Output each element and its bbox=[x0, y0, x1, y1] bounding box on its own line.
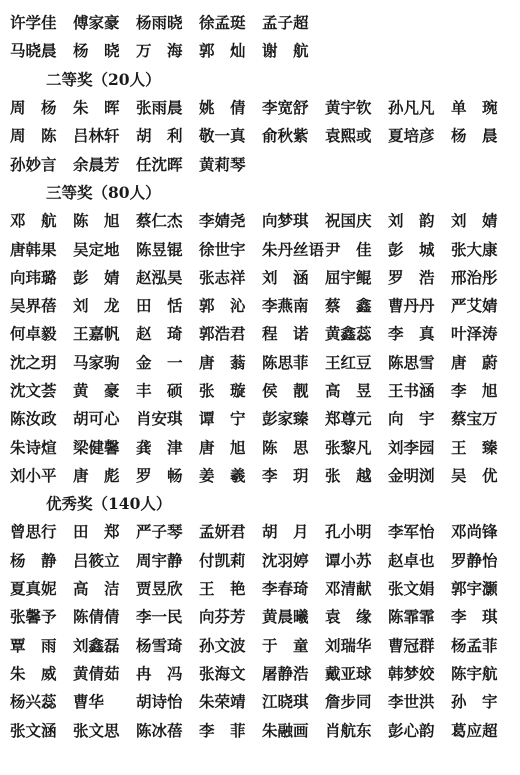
winner-name: 向梦琪 bbox=[262, 211, 309, 231]
winner-name: 郭宇灏 bbox=[451, 579, 498, 599]
winner-name: 谭小苏 bbox=[325, 550, 372, 570]
winner-name: 谢 航 bbox=[262, 41, 309, 61]
winner-name: 胡诗怡 bbox=[136, 692, 183, 712]
winner-name: 唐韩果 bbox=[10, 239, 57, 259]
section-heading: 优秀奖（140人） bbox=[46, 494, 172, 514]
name-row bbox=[10, 404, 520, 432]
winner-name: 田 恬 bbox=[136, 296, 183, 316]
winner-name: 曹冠群 bbox=[388, 635, 435, 655]
winner-name: 黄鑫蕊 bbox=[325, 324, 372, 344]
winner-name: 万 海 bbox=[136, 41, 183, 61]
winner-name: 罗静怡 bbox=[451, 550, 498, 570]
name-row bbox=[10, 8, 520, 36]
winner-name: 朱 威 bbox=[10, 663, 57, 683]
winner-name: 彭家臻 bbox=[262, 409, 309, 429]
winner-name: 夏真妮 bbox=[10, 579, 57, 599]
winner-name: 严艾婧 bbox=[451, 296, 498, 316]
winner-name: 杨雨晓 bbox=[136, 13, 183, 33]
winner-name: 陈 旭 bbox=[73, 211, 120, 231]
winner-name: 陈倩倩 bbox=[73, 607, 120, 627]
winner-name: 戴亚球 bbox=[325, 663, 372, 683]
name-row bbox=[10, 574, 520, 602]
winner-name: 许学佳 bbox=[10, 13, 57, 33]
winner-name: 杨 晓 bbox=[73, 41, 120, 61]
name-row bbox=[10, 319, 520, 347]
name-row bbox=[10, 121, 520, 149]
winner-name: 祝国庆 bbox=[325, 211, 372, 231]
winner-name: 郭 灿 bbox=[199, 41, 246, 61]
name-row bbox=[10, 263, 520, 291]
winner-name: 刘 婧 bbox=[451, 211, 498, 231]
winner-name: 邢治彤 bbox=[451, 267, 498, 287]
winner-name: 郑尊元 bbox=[325, 409, 372, 429]
winner-name: 孟妍君 bbox=[199, 522, 246, 542]
name-row bbox=[10, 631, 520, 659]
winner-name: 胡可心 bbox=[73, 409, 120, 429]
winner-name: 张文娟 bbox=[388, 579, 435, 599]
winner-name: 单 琬 bbox=[451, 98, 498, 118]
winner-name: 李宽舒 bbox=[262, 98, 309, 118]
winner-name: 刘小平 bbox=[10, 465, 57, 485]
winner-name: 胡 利 bbox=[136, 126, 183, 146]
winner-name: 于 童 bbox=[262, 635, 309, 655]
winner-name: 余晨芳 bbox=[73, 154, 120, 174]
section-heading: 二等奖（20人） bbox=[46, 69, 161, 89]
name-row bbox=[10, 546, 520, 574]
winner-name: 张大康 bbox=[451, 239, 498, 259]
winner-name: 曹丹丹 bbox=[388, 296, 435, 316]
winner-name: 张馨予 bbox=[10, 607, 57, 627]
winner-name: 张志祥 bbox=[199, 267, 246, 287]
winner-name: 朱荣靖 bbox=[199, 692, 246, 712]
winner-name: 彭 城 bbox=[388, 239, 435, 259]
winner-name: 李春琦 bbox=[262, 579, 309, 599]
winner-name: 陈 思 bbox=[262, 437, 309, 457]
winner-name: 屠静浩 bbox=[262, 663, 309, 683]
name-row bbox=[10, 432, 520, 460]
winner-name: 李一民 bbox=[136, 607, 183, 627]
winner-name: 曾思行 bbox=[10, 522, 57, 542]
winner-name: 朱丹丝语 bbox=[262, 239, 325, 259]
section-heading: 三等奖（80人） bbox=[46, 182, 161, 202]
winner-name: 邓尚锋 bbox=[451, 522, 498, 542]
winner-name: 王红豆 bbox=[325, 352, 372, 372]
winner-name: 付凯莉 bbox=[199, 550, 246, 570]
winner-name: 杨雪琦 bbox=[136, 635, 183, 655]
winner-name: 李 真 bbox=[388, 324, 435, 344]
winner-name: 夏培彦 bbox=[388, 126, 435, 146]
winner-name: 罗 浩 bbox=[388, 267, 435, 287]
winner-name: 吴界蓓 bbox=[10, 296, 57, 316]
name-row bbox=[10, 93, 520, 121]
winner-name: 孔小明 bbox=[325, 522, 372, 542]
winner-name: 陈思菲 bbox=[262, 352, 309, 372]
winner-name: 郭浩君 bbox=[199, 324, 246, 344]
winner-name: 赵泓昊 bbox=[136, 267, 183, 287]
winner-name: 杨兴蕊 bbox=[10, 692, 57, 712]
winner-name: 刘 龙 bbox=[73, 296, 120, 316]
winner-name: 向玮璐 bbox=[10, 267, 57, 287]
winner-name: 陈思雪 bbox=[388, 352, 435, 372]
winner-name: 邓清献 bbox=[325, 579, 372, 599]
winner-name: 高 洁 bbox=[73, 579, 120, 599]
winner-name: 张文思 bbox=[73, 720, 120, 740]
winner-name: 蔡仁杰 bbox=[136, 211, 183, 231]
winner-name: 罗 畅 bbox=[136, 465, 183, 485]
winner-name: 王书涵 bbox=[388, 381, 435, 400]
winner-name: 黄莉琴 bbox=[199, 154, 246, 174]
winner-name: 黄晨曦 bbox=[262, 607, 309, 627]
winner-name: 蔡宝万 bbox=[451, 409, 498, 429]
winner-name: 朱融画 bbox=[262, 720, 309, 740]
winner-name: 敬一真 bbox=[199, 126, 246, 146]
winner-name: 唐 旭 bbox=[199, 437, 246, 457]
winner-name: 黄宇钦 bbox=[325, 98, 372, 118]
winner-name: 徐世宇 bbox=[199, 239, 246, 259]
winner-name: 屈宇鲲 bbox=[325, 267, 372, 287]
winner-name: 周宇静 bbox=[136, 550, 183, 570]
winner-name: 彭 婧 bbox=[73, 267, 120, 287]
winner-name: 马晓晨 bbox=[10, 41, 57, 61]
winner-name: 周 陈 bbox=[10, 126, 57, 146]
winner-name: 沈羽婷 bbox=[262, 550, 309, 570]
winner-name: 丰 硕 bbox=[136, 381, 183, 400]
winner-name: 叶泽涛 bbox=[451, 324, 498, 344]
winner-name: 何卓毅 bbox=[10, 324, 57, 344]
winner-name: 张雨晨 bbox=[136, 98, 183, 118]
winner-name: 马家驹 bbox=[73, 352, 120, 372]
winner-name: 侯 靓 bbox=[262, 381, 309, 400]
winner-name: 尹 佳 bbox=[325, 239, 372, 259]
winner-name: 王 臻 bbox=[451, 437, 498, 457]
winner-name: 孙妙言 bbox=[10, 154, 57, 174]
winner-name: 任沈晖 bbox=[136, 154, 183, 174]
name-row bbox=[10, 348, 520, 376]
winner-name: 孙凡凡 bbox=[388, 98, 435, 118]
winner-name: 严子琴 bbox=[136, 522, 183, 542]
name-row bbox=[10, 291, 520, 319]
name-row bbox=[10, 659, 520, 687]
winner-name: 唐 彪 bbox=[73, 465, 120, 485]
winner-name: 李 旭 bbox=[451, 381, 498, 400]
winner-name: 张 璇 bbox=[199, 381, 246, 400]
winner-name: 龚 津 bbox=[136, 437, 183, 457]
winner-name: 杨孟菲 bbox=[451, 635, 498, 655]
winner-name: 刘李园 bbox=[388, 437, 435, 457]
winner-name: 冉 冯 bbox=[136, 663, 183, 683]
winner-name: 袁熙或 bbox=[325, 126, 372, 146]
name-row bbox=[10, 687, 520, 715]
winner-name: 金明浏 bbox=[388, 465, 435, 485]
winner-name: 陈宇航 bbox=[451, 663, 498, 683]
winner-name: 彭心韵 bbox=[388, 720, 435, 740]
winner-name: 吕筱立 bbox=[73, 550, 120, 570]
winner-name: 蔡 鑫 bbox=[325, 296, 372, 316]
winner-name: 谭 宁 bbox=[199, 409, 246, 429]
winner-name: 肖安琪 bbox=[136, 409, 183, 429]
winner-name: 姜 羲 bbox=[199, 465, 246, 485]
winner-name: 刘 涵 bbox=[262, 267, 309, 287]
name-row bbox=[10, 234, 520, 262]
winner-name: 陈霏霏 bbox=[388, 607, 435, 627]
winner-name: 朱诗煊 bbox=[10, 437, 57, 457]
name-row bbox=[10, 376, 520, 404]
winner-name: 刘瑞华 bbox=[325, 635, 372, 655]
winner-name: 李 玥 bbox=[262, 465, 309, 485]
name-row bbox=[10, 149, 520, 177]
winner-name: 葛应超 bbox=[451, 720, 498, 740]
winner-name: 田 郑 bbox=[73, 522, 120, 542]
winner-name: 沈之玥 bbox=[10, 352, 57, 372]
winner-name: 张 越 bbox=[325, 465, 372, 485]
winner-name: 唐 蓊 bbox=[199, 352, 246, 372]
name-row bbox=[10, 715, 520, 743]
winner-name: 张海文 bbox=[199, 663, 246, 683]
winner-name: 李婧尧 bbox=[199, 211, 246, 231]
winner-name: 肖航东 bbox=[325, 720, 372, 740]
winner-name: 朱 晖 bbox=[73, 98, 120, 118]
name-row bbox=[10, 517, 520, 545]
winner-name: 姚 倩 bbox=[199, 98, 246, 118]
winner-name: 张黎凡 bbox=[325, 437, 372, 457]
winner-name: 胡 月 bbox=[262, 522, 309, 542]
winner-name: 刘鑫磊 bbox=[73, 635, 120, 655]
winner-name: 金 一 bbox=[136, 352, 183, 372]
winner-name: 沈文荟 bbox=[10, 381, 57, 400]
winner-name: 孙 宇 bbox=[451, 692, 498, 712]
winner-name: 江晓琪 bbox=[262, 692, 309, 712]
winner-name: 刘 韵 bbox=[388, 211, 435, 231]
winner-name: 俞秋紫 bbox=[262, 126, 309, 146]
winner-name: 陈汝政 bbox=[10, 409, 57, 429]
name-row bbox=[10, 602, 520, 630]
winner-name: 黄 豪 bbox=[73, 381, 120, 400]
winner-name: 韩梦姣 bbox=[388, 663, 435, 683]
winner-name: 周 杨 bbox=[10, 98, 57, 118]
winner-name: 赵 琦 bbox=[136, 324, 183, 344]
winner-name: 覃 雨 bbox=[10, 635, 57, 655]
winner-name: 陈冰蓓 bbox=[136, 720, 183, 740]
winner-name: 徐孟珽 bbox=[199, 13, 246, 33]
winner-name: 吴 优 bbox=[451, 465, 498, 485]
winner-name: 王 艳 bbox=[199, 579, 246, 599]
winner-name: 程 诺 bbox=[262, 324, 309, 344]
winner-name: 杨 静 bbox=[10, 550, 57, 570]
winner-name: 高 昱 bbox=[325, 381, 372, 400]
winner-name: 孙文波 bbox=[199, 635, 246, 655]
winner-name: 詹步同 bbox=[325, 692, 372, 712]
winner-name: 吴定地 bbox=[73, 239, 120, 259]
winner-name: 向芬芳 bbox=[199, 607, 246, 627]
winner-name: 邓 航 bbox=[10, 211, 57, 231]
winner-name: 吕林轩 bbox=[73, 126, 120, 146]
winner-name: 李 菲 bbox=[199, 720, 246, 740]
winner-name: 李军怡 bbox=[388, 522, 435, 542]
winner-name: 向 宇 bbox=[388, 409, 435, 429]
winner-name: 袁 缘 bbox=[325, 607, 372, 627]
winner-name: 孟子超 bbox=[262, 13, 309, 33]
winner-name: 张文涵 bbox=[10, 720, 57, 740]
name-row bbox=[10, 461, 520, 489]
winner-name: 唐 蔚 bbox=[451, 352, 498, 372]
winner-name: 郭 沁 bbox=[199, 296, 246, 316]
winner-name: 梁健馨 bbox=[73, 437, 120, 457]
winner-name: 黄倩茹 bbox=[73, 663, 120, 683]
winner-name: 曹华 bbox=[73, 692, 105, 712]
winner-name: 陈昱锟 bbox=[136, 239, 183, 259]
winner-name: 贾昱欣 bbox=[136, 579, 183, 599]
winner-name: 李世洪 bbox=[388, 692, 435, 712]
winner-name: 王嘉帆 bbox=[73, 324, 120, 344]
name-row bbox=[10, 36, 520, 64]
name-row bbox=[10, 206, 520, 234]
winner-name: 李 琪 bbox=[451, 607, 498, 627]
winner-name: 傅家豪 bbox=[73, 13, 120, 33]
winner-name: 杨 晨 bbox=[451, 126, 498, 146]
winner-name: 赵卓也 bbox=[388, 550, 435, 570]
winner-name: 李燕南 bbox=[262, 296, 309, 316]
